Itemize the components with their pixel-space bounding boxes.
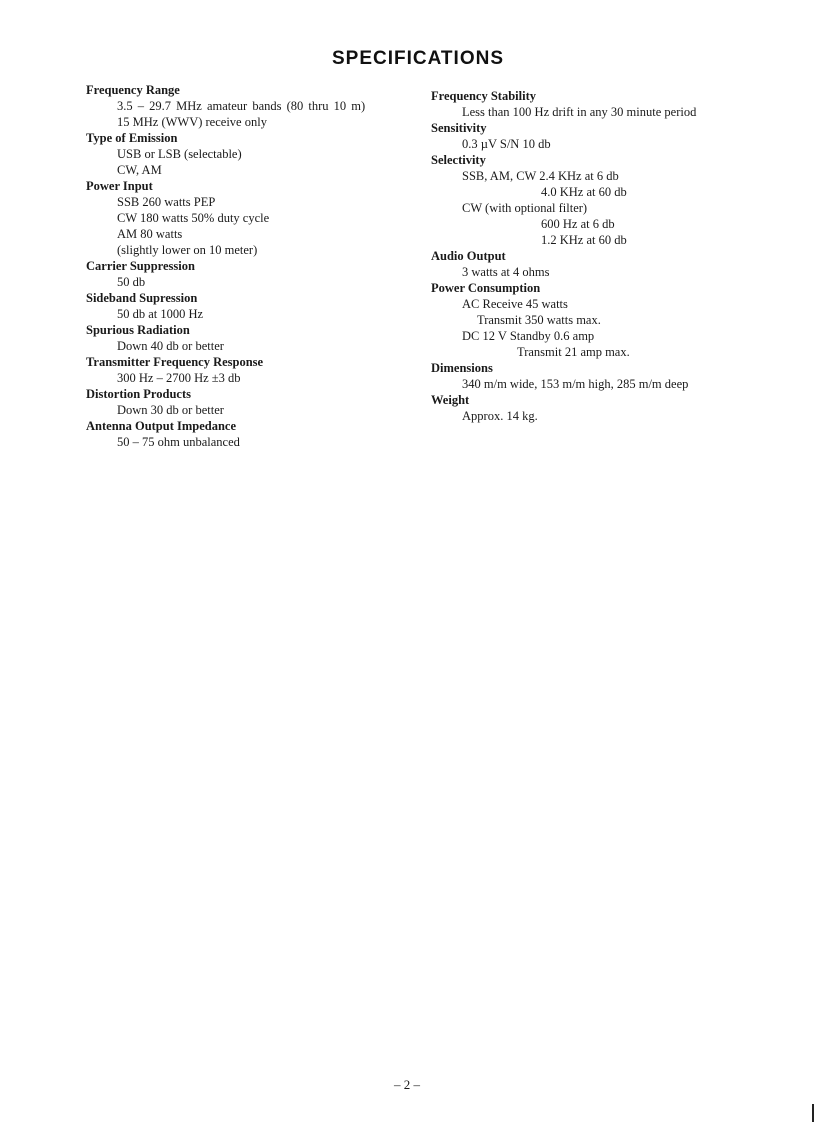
spec-value: 0.3 µV S/N 10 db [462,137,551,151]
spec-heading-sensitivity: Sensitivity [431,121,487,135]
spec-value: (slightly lower on 10 meter) [117,243,258,257]
spec-value: 3 watts at 4 ohms [462,265,550,279]
spec-value: CW 180 watts 50% duty cycle [117,211,270,225]
spec-value: DC 12 V Standby 0.6 amp [462,329,595,343]
spec-heading-selectivity: Selectivity [431,153,486,167]
spec-value: 600 Hz at 6 db [541,217,615,231]
page-number: – 2 – [394,1077,420,1092]
spec-heading-transmitter-frequency-response: Transmitter Frequency Response [86,355,264,369]
spec-value: CW (with optional filter) [462,201,588,215]
spec-value: 15 MHz (WWV) receive only [117,115,267,129]
spec-heading-antenna-output-impedance: Antenna Output Impedance [86,419,237,433]
spec-heading-audio-output: Audio Output [431,249,506,263]
spec-value: AM 80 watts [117,227,183,241]
spec-value: Transmit 21 amp max. [517,345,630,359]
spec-heading-frequency-stability: Frequency Stability [431,89,536,103]
spec-value: CW, AM [117,163,162,177]
spec-value: 4.0 KHz at 60 db [541,185,627,199]
spec-value: 340 m/m wide, 153 m/m high, 285 m/m deep [462,377,689,391]
spec-value: Down 30 db or better [117,403,224,417]
spec-heading-distortion-products: Distortion Products [86,387,191,401]
spec-value: Transmit 350 watts max. [477,313,601,327]
spec-heading-sideband-supression: Sideband Supression [86,291,198,305]
spec-heading-spurious-radiation: Spurious Radiation [86,323,190,337]
spec-value: USB or LSB (selectable) [117,147,242,161]
spec-value: 50 db at 1000 Hz [117,307,204,321]
spec-value: SSB 260 watts PEP [117,195,216,209]
spec-heading-type-of-emission: Type of Emission [86,131,178,145]
spec-column-left [86,82,416,450]
spec-value: 3.5 – 29.7 MHz amateur bands (80 thru 10 m) [117,99,366,113]
spec-value: AC Receive 45 watts [462,297,568,311]
spec-value: 50 – 75 ohm unbalanced [117,435,240,449]
spec-heading-power-input: Power Input [86,179,153,193]
spec-value: Approx. 14 kg. [462,409,538,423]
spec-heading-power-consumption: Power Consumption [431,281,541,295]
spec-heading-carrier-suppression: Carrier Suppression [86,259,195,273]
spec-value: SSB, AM, CW 2.4 KHz at 6 db [462,169,619,183]
spec-heading-dimensions: Dimensions [431,361,493,375]
spec-heading-weight: Weight [431,393,470,407]
spec-value: 50 db [117,275,146,289]
page-title: SPECIFICATIONS [332,48,504,69]
spec-value: 300 Hz – 2700 Hz ±3 db [117,371,241,385]
spec-value: 1.2 KHz at 60 db [541,233,627,247]
spec-heading-frequency-range: Frequency Range [86,83,180,97]
spec-value: Down 40 db or better [117,339,224,353]
spec-column-right [431,88,791,424]
spec-value: Less than 100 Hz drift in any 30 minute period [462,105,697,119]
